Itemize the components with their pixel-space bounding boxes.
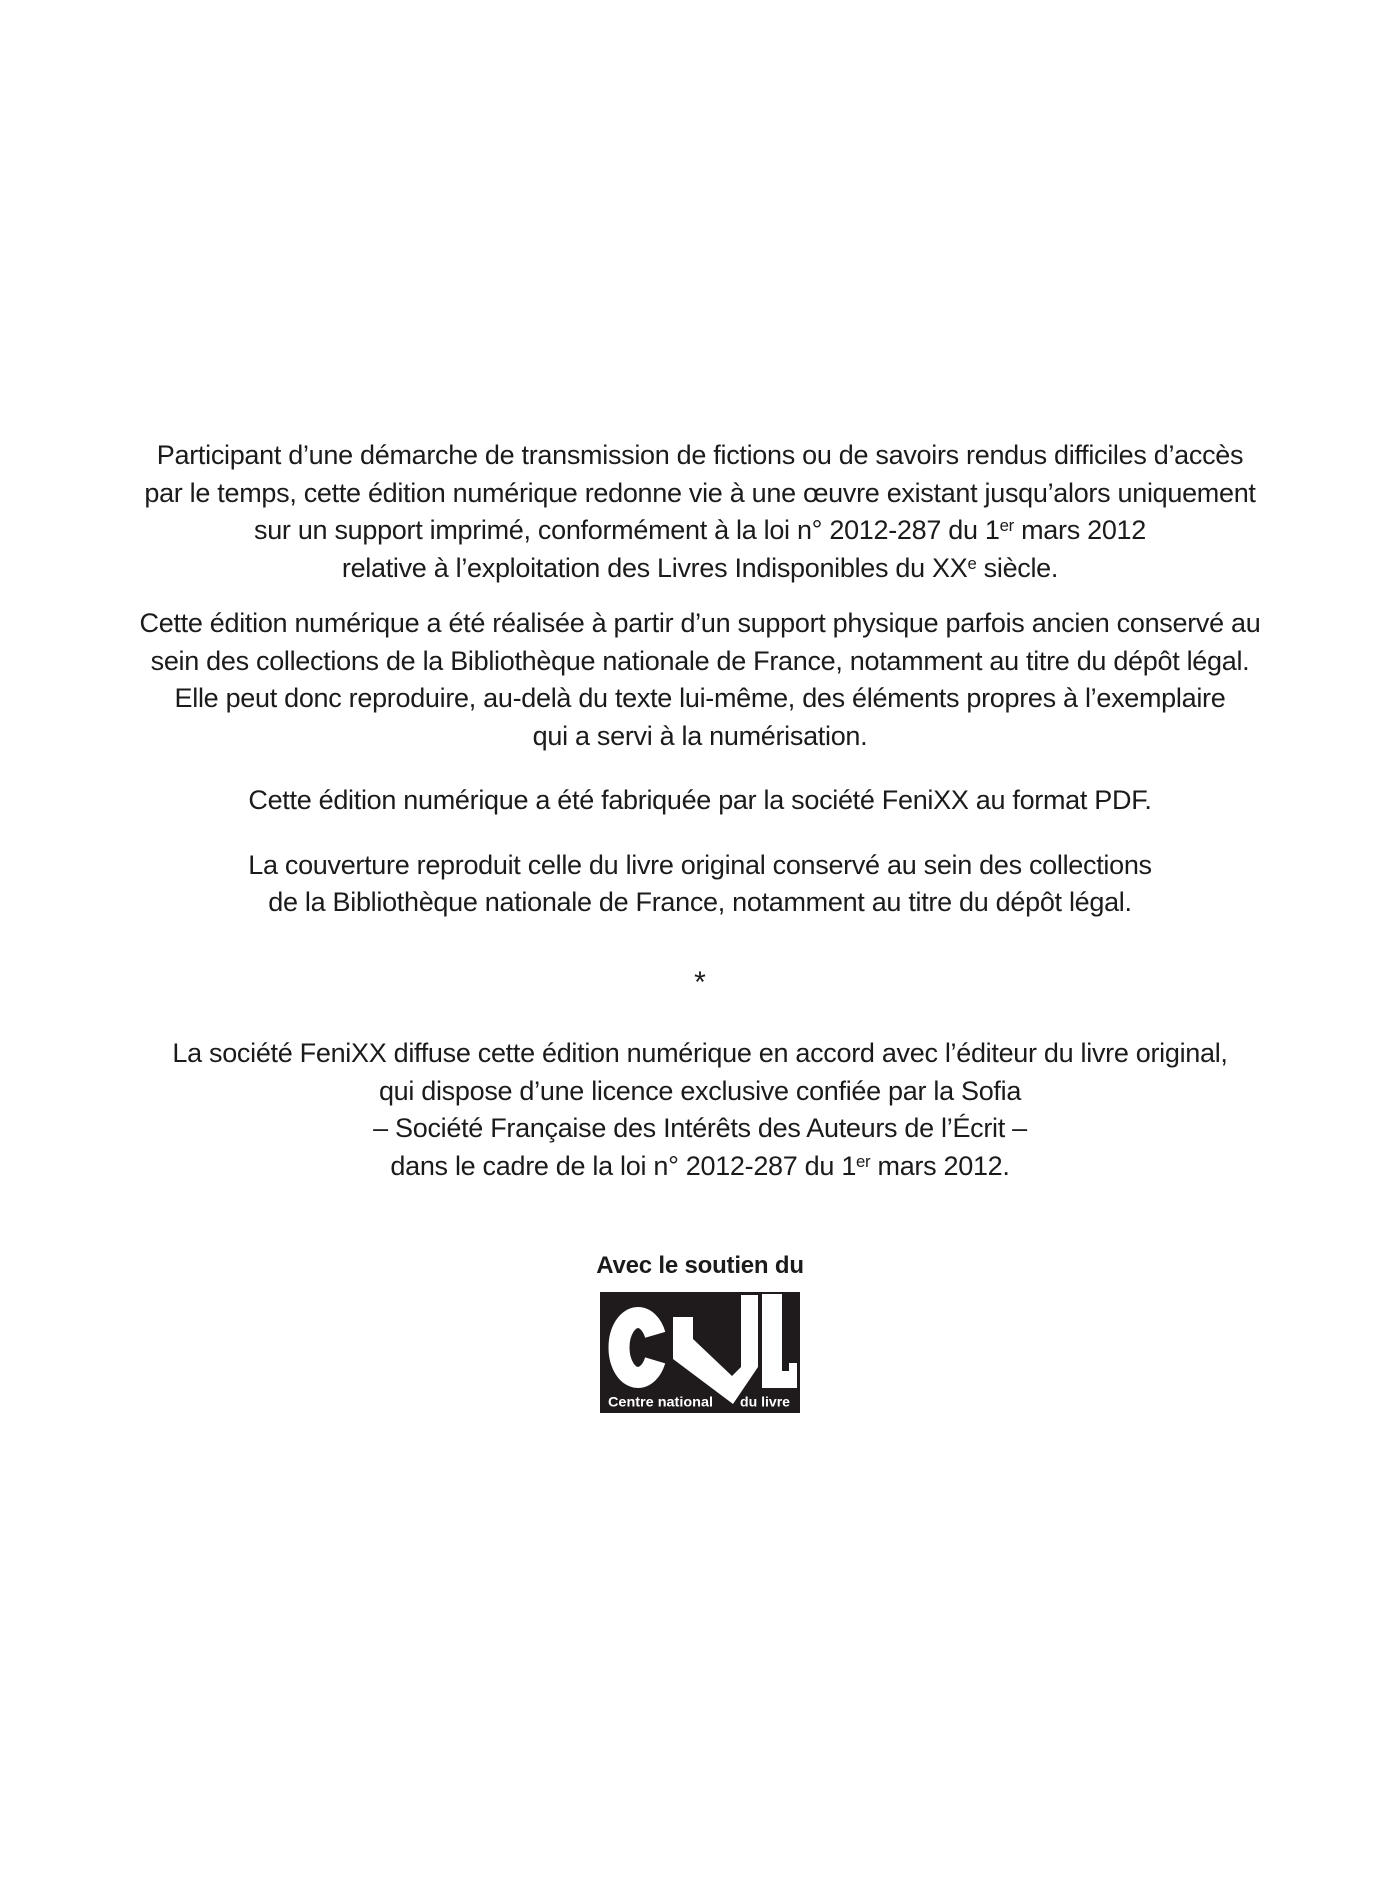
paragraph-line: par le temps, cette édition numérique redonne vie à une œuvre existant jusqu’alors uniquement [144,477,1256,508]
cnl-logo [600,1292,800,1413]
logo-baseline-right: du livre [740,1394,791,1410]
line-text: relative à l’exploitation des Livres Indisponibles du XX [341,552,968,583]
paragraph-line: La société FeniXX diffuse cette édition numérique en accord avec l’éditeur du livre original, [172,1038,1228,1068]
paragraph-line: Elle peut donc reproduire, au-delà du texte lui-même, des éléments propres à l’exemplaire [174,683,1226,713]
paragraph-line: Cette édition numérique a été fabriquée par la société FeniXX au format PDF. [248,785,1152,815]
paragraph-line [0,1148,1400,1186]
paragraph-line: – Société Française des Intérêts des Auteurs de l’Écrit – [373,1113,1027,1143]
line-text: mars 2012. [870,1150,1010,1181]
superscript: er [856,1151,871,1171]
paragraph-cover [0,847,1400,922]
paragraph-fabrication [0,782,1400,820]
separator-asterisk: * [694,965,706,999]
paragraph-source [0,605,1400,755]
paragraph-line: Cette édition numérique a été réalisée à partir d’un support physique parfois ancien conservé au [139,608,1261,638]
line-text: mars 2012 [1013,515,1146,545]
paragraph-line: Participant d’une démarche de transmission de fictions ou de savoirs rendus difficiles d’accès [156,440,1244,470]
paragraph-line: qui a servi à la numérisation. [532,720,868,751]
paragraph-diffusion [0,1035,1400,1185]
paragraph-line: La couverture reproduit celle du livre original conservé au sein des collections [248,849,1152,880]
line-text: dans le cadre de la loi n° 2012-287 du 1 [390,1150,857,1181]
superscript: e [967,553,977,573]
line-text: siècle. [976,552,1059,583]
support-note: Avec le soutien du [596,1252,804,1279]
paragraph-line: sein des collections de la Bibliothèque nationale de France, notamment au titre du dépôt légal. [150,645,1250,676]
line-text: sur un support imprimé, conformément à la loi n° 2012-287 du 1 [254,515,1000,545]
paragraph-line: qui dispose d’une licence exclusive confiée par la Sofia [378,1075,1022,1106]
superscript: er [999,516,1014,536]
paragraph-line [0,550,1400,588]
paragraph-line: de la Bibliothèque nationale de France, notamment au titre du dépôt légal. [268,887,1132,917]
paragraph-line [0,512,1400,550]
logo-baseline-left: Centre national [608,1394,713,1410]
paragraph-legal-context [0,437,1400,587]
